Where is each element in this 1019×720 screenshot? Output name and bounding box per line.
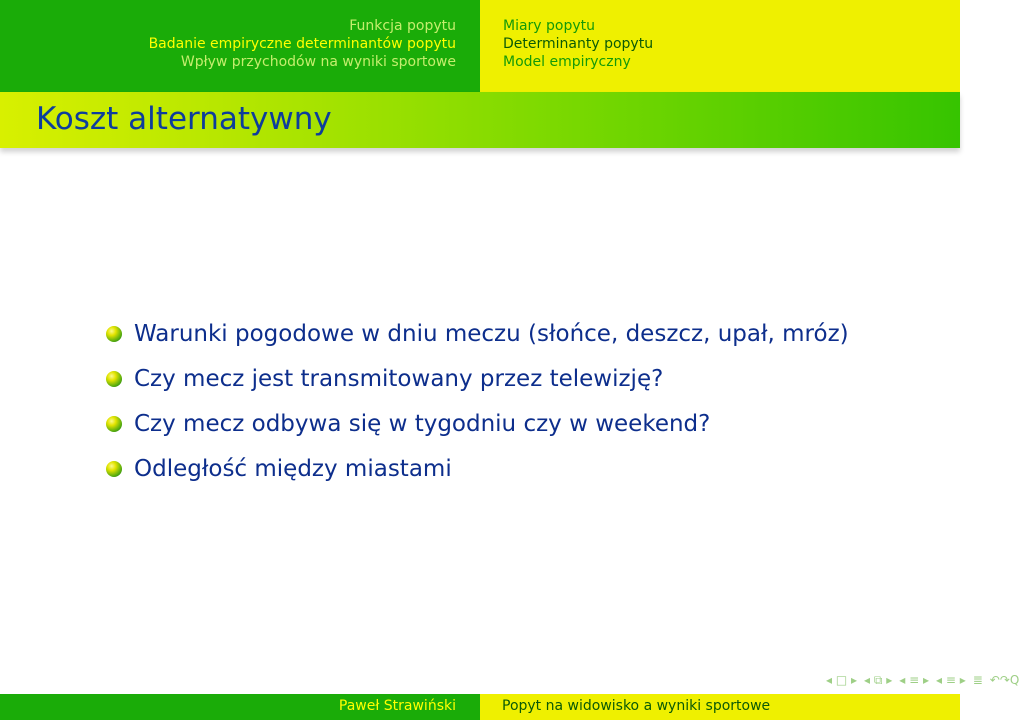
navigation-symbols: [826, 673, 1019, 688]
ball-bullet-icon: [106, 326, 122, 342]
document-nav-icon[interactable]: ◂ ≡ ▸: [936, 673, 966, 687]
bullet-item: [106, 311, 849, 356]
footer-right-panel: [480, 694, 960, 720]
bullet-item: [106, 446, 849, 491]
nav-subsection-model-empiryczny[interactable]: Model empiryczny: [503, 54, 631, 70]
frame-title-bar: [0, 92, 960, 148]
footer-author: Paweł Strawiński: [338, 698, 456, 714]
header-left-panel: [0, 0, 480, 92]
nav-section-funkcja-popytu[interactable]: Funkcja popytu: [349, 18, 456, 34]
bullet-text: Odległość między miastami: [134, 455, 452, 482]
subsection-nav: [503, 17, 653, 71]
bullet-item: [106, 401, 849, 446]
nav-subsection-determinanty-popytu[interactable]: Determinanty popytu: [503, 36, 654, 52]
subsection-nav-icon[interactable]: ◂ ⧉ ▸: [864, 673, 893, 687]
frame-title: Koszt alternatywny: [36, 101, 332, 137]
bullet-item: [106, 356, 849, 401]
nav-section-badanie-empiryczne[interactable]: Badanie empiryczne determinantów popytu: [148, 36, 456, 52]
nav-subsection-miary-popytu[interactable]: Miary popytu: [503, 18, 596, 34]
footer-title: Popyt na widowisko a wyniki sportowe: [502, 698, 771, 714]
section-nav: [149, 17, 456, 71]
footer-left-panel: [0, 694, 480, 720]
section-nav-icon[interactable]: ◂ ≡ ▸: [899, 673, 929, 687]
frame-nav-icon[interactable]: ◂ □ ▸: [826, 673, 858, 687]
bullet-text: Czy mecz jest transmitowany przez telewizję?: [134, 365, 664, 392]
nav-section-wplyw-przychodow[interactable]: Wpływ przychodów na wyniki sportowe: [180, 54, 456, 70]
bullet-list: [106, 311, 849, 491]
ball-bullet-icon: [106, 371, 122, 387]
bullet-text: Warunki pogodowe w dniu meczu (słońce, deszcz, upał, mróz): [134, 320, 849, 347]
back-forward-search-icon[interactable]: ↶↷Q: [989, 673, 1019, 687]
appendix-nav-icon[interactable]: ≣: [972, 673, 983, 687]
header-right-panel: [480, 0, 960, 92]
bullet-text: Czy mecz odbywa się w tygodniu czy w weekend?: [134, 410, 711, 437]
ball-bullet-icon: [106, 416, 122, 432]
ball-bullet-icon: [106, 461, 122, 477]
